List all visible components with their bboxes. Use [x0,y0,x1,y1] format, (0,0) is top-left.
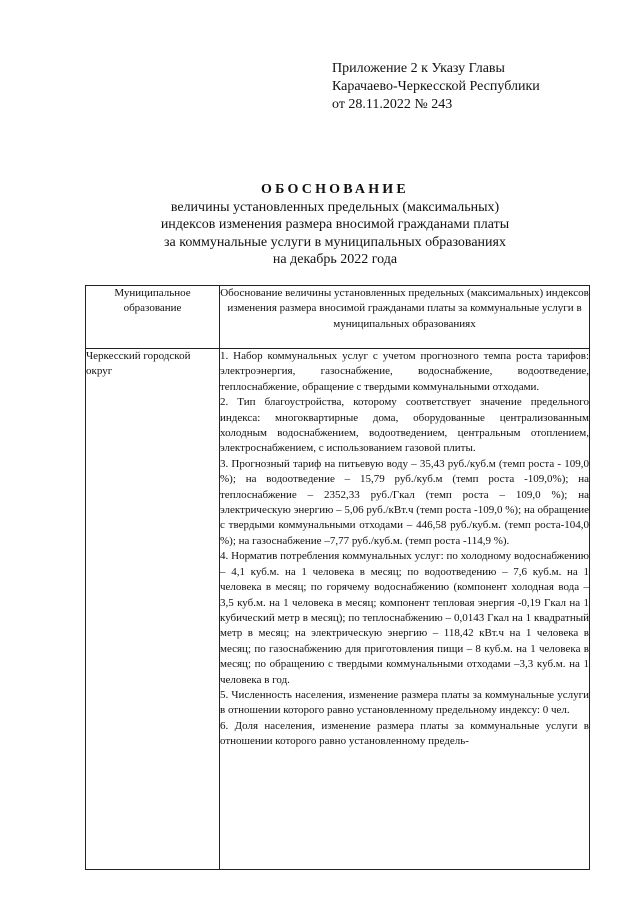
title-line-4: на декабрь 2022 года [272,252,398,267]
item-2: 2. Тип благоустройства, которому соответствует значение предельного индекса: многоквартирные дома, оборудованные централизованным холодным водоснабжением, водоотведением, центральным отоплением, электроснабжением, с использованием газовой плиты. [220,396,589,455]
header-municipality: Муниципальное образование [86,286,220,349]
item-4: 4. Норматив потребления коммунальных услуг: по холодному водоснабжению – 4,1 куб.м. на 1 человека в месяц; по водоотведению – 7,6 куб.м. на 1 человека в месяц; по горячему водоснабжению (компонент холодная вода – 3,5 куб.м. на 1 человека в месяц; компонент тепловая энергия -0,19 Гкал на 1 кубический метр в месяц); по теплоснабжению – 0,0143 Гкал на 1 квадратный метр в месяц; на электрическую энергию – 118,42 кВт.ч на 1 человека в месяц; по газоснабжению для приготовления пищи – 8 куб.м. на 1 человека в месяц; по обращению с твердыми коммунальными отходами –3,3 куб.м. на 1 человека в год. [220,550,589,686]
title-heading: ОБОСНОВАНИЕ [261,182,409,197]
item-1: 1. Набор коммунальных услуг с учетом прогнозного темпа роста тарифов: электроэнергия, газоснабжение, водоснабжение, водоотведение, теплоснабжение, обращение с твердыми коммунальными отходами. [220,350,589,393]
item-3: 3. Прогнозный тариф на питьевую воду – 35,43 руб./куб.м (темп роста - 109,0 %); на водоотведение – 15,79 руб./куб.м (темп роста -109,0%); на теплоснабжение – 2352,33 руб./Гкал (темп роста – 109,0 %); на электрическую энергию – 5,06 руб./кВт.ч (темп роста -109,0 %); на обращение с твердыми коммунальными отходами – 446,58 руб./куб.м. (темп роста-104,0 %); на газоснабжение –7,77 руб./куб.м. (темп роста -114,9 %). [220,457,589,547]
annex-header [332,60,540,114]
title-line-3: за коммунальные услуги в муниципальных образованиях [164,234,506,250]
annex-line-2: Карачаево-Черкесской Республики [332,79,540,94]
title-line-2: индексов изменения размера вносимой гражданами платы [160,217,510,232]
annex-line-1: Приложение 2 к Указу Главы [332,61,505,76]
item-5: 5. Численность населения, изменение размера платы за коммунальные услуги в отношении которого равно установленному предельному индексу: 0 чел. [220,688,589,717]
municipality-cell: Черкесский городской округ [86,349,220,870]
justification-cell [220,349,590,870]
item-6: 6. Доля населения, изменение размера платы за коммунальные услуги в отношении которого равно установленному предель- [220,719,589,748]
annex-line-3: от 28.11.2022 № 243 [332,97,453,112]
header-justification: Обоснование величины установленных предельных (максимальных) индексов изменения размера вносимой гражданами платы за коммунальные услуги в муниципальных образованиях [220,286,590,349]
title-line-1: величины установленных предельных (максимальных) [170,199,500,215]
table-row [86,349,590,870]
document-title [80,181,590,269]
justification-table [85,285,590,870]
table-header-row [86,286,590,349]
